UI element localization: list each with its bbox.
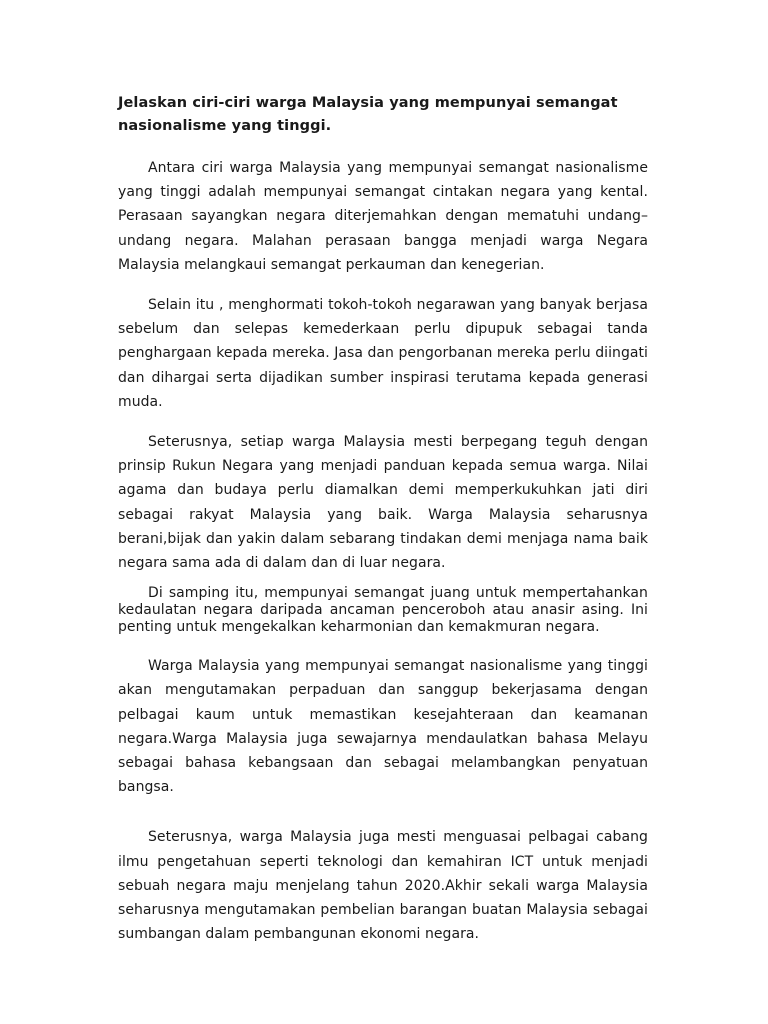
paragraph-6: Seterusnya, warga Malaysia juga mesti menguasai pelbagai cabang ilmu pengetahuan seperti teknologi dan kemahiran ICT untuk menjadi sebuah negara maju menjelang tahun 2020.Akhir sekali warga Malaysia seharusnya mengutamakan pembelian barangan buatan Malaysia sebagai sumbangan dalam pembangunan ekonomi negara. xyxy=(118,829,648,943)
paragraph-1: Antara ciri warga Malaysia yang mempunyai semangat nasionalisme yang tinggi adalah mempunyai semangat cintakan negara yang kental. Perasaan sayangkan negara diterjemahkan dengan mematuhi undang–undang negara. Malahan perasaan bangga menjadi warga Negara Malaysia melangkaui semangat perkauman dan kenegerian. xyxy=(118,160,648,273)
paragraph-4: Di samping itu, mempunyai semangat juang untuk mempertahankan kedaulatan negara daripada ancaman penceroboh atau anasir asing. Ini penting untuk mengekalkan keharmonian dan kemakmuran negara. xyxy=(118,585,648,636)
paragraph-2: Selain itu , menghormati tokoh-tokoh negarawan yang banyak berjasa sebelum dan selepas kemederkaan perlu dipupuk sebagai tanda penghargaan kepada mereka. Jasa dan pengorbanan mereka perlu diingati dan dihargai serta dijadikan sumber inspirasi terutama kepada generasi muda. xyxy=(118,297,648,410)
question-heading: Jelaskan ciri-ciri warga Malaysia yang mempunyai semangat nasionalisme yang tinggi. xyxy=(118,95,618,134)
document-body xyxy=(118,92,648,960)
paragraph-5: Warga Malaysia yang mempunyai semangat nasionalisme yang tinggi akan mengutamakan perpaduan dan sanggup bekerjasama dengan pelbagai kaum untuk memastikan kesejahteraan dan keamanan negara.Warga Malaysia juga sewajarnya mendaulatkan bahasa Melayu sebagai bahasa kebangsaan dan sebagai melambangkan penyatuan bangsa. xyxy=(118,658,648,796)
paragraph-3: Seterusnya, setiap warga Malaysia mesti berpegang teguh dengan prinsip Rukun Negara yang menjadi panduan kepada semua warga. Nilai agama dan budaya perlu diamalkan demi memperkukuhkan jati diri sebagai rakyat Malaysia yang baik. Warga Malaysia seharusnya berani,bijak dan yakin dalam sebarang tindakan demi menjaga nama baik negara sama ada di dalam dan di luar negara. xyxy=(118,434,648,572)
